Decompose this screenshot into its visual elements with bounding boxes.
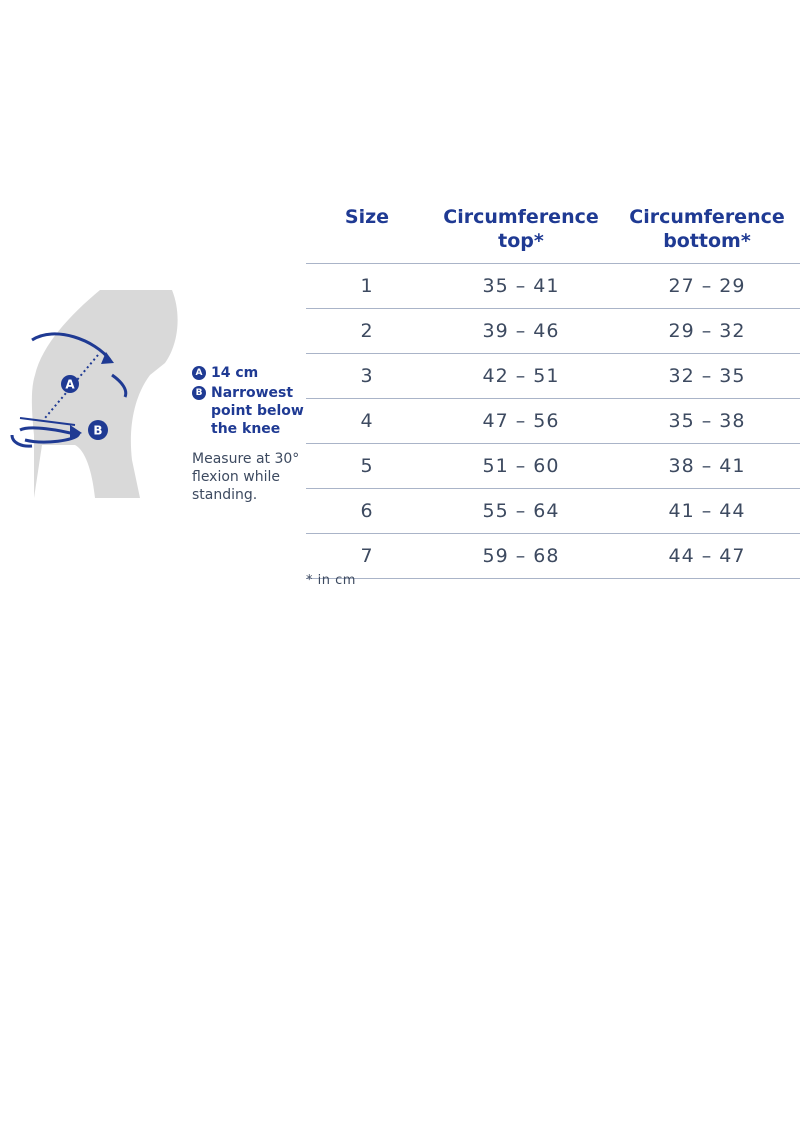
measure-note: Measure at 30° flexion while standing. (192, 451, 300, 503)
legend-item-b (192, 384, 312, 438)
header-circumference-bottom: Circumference bottom* (629, 206, 785, 252)
cell-bottom: 38 – 41 (614, 444, 800, 489)
cell-top: 51 – 60 (428, 444, 614, 489)
cell-bottom: 27 – 29 (614, 264, 800, 309)
table-row (306, 264, 800, 309)
leg-silhouette (32, 290, 178, 498)
legend-text-b: Narrowest point below the knee (211, 385, 304, 437)
legend-badge-b-icon: B (192, 386, 206, 400)
cell-bottom: 41 – 44 (614, 489, 800, 534)
cell-bottom: 29 – 32 (614, 309, 800, 354)
cell-size: 4 (306, 399, 428, 444)
legend-badge-a-icon: A (192, 366, 206, 380)
legend-item-a (192, 364, 312, 382)
measurement-legend (192, 364, 312, 504)
table-row (306, 354, 800, 399)
cell-bottom: 35 – 38 (614, 399, 800, 444)
cell-size: 5 (306, 444, 428, 489)
table-row (306, 444, 800, 489)
cell-bottom: 44 – 47 (614, 534, 800, 579)
footnote: * in cm (306, 573, 356, 588)
table-row (306, 309, 800, 354)
cell-top: 55 – 64 (428, 489, 614, 534)
badge-b-label: B (93, 423, 103, 438)
table-row (306, 489, 800, 534)
cell-size: 2 (306, 309, 428, 354)
header-circumference-top: Circumference top* (443, 206, 599, 252)
knee-measurement-illustration (0, 285, 190, 505)
legend-text-a: 14 cm (211, 365, 259, 381)
cell-size: 6 (306, 489, 428, 534)
table-row (306, 399, 800, 444)
cell-top: 42 – 51 (428, 354, 614, 399)
cell-size: 3 (306, 354, 428, 399)
table-row (306, 534, 800, 579)
cell-top: 47 – 56 (428, 399, 614, 444)
cell-top: 59 – 68 (428, 534, 614, 579)
badge-a-label: A (65, 377, 75, 392)
cell-bottom: 32 – 35 (614, 354, 800, 399)
cell-size: 7 (306, 534, 428, 579)
cell-size: 1 (306, 264, 428, 309)
table-header-row (306, 205, 800, 264)
cell-top: 39 – 46 (428, 309, 614, 354)
size-chart-table (306, 205, 800, 579)
header-size: Size (344, 206, 390, 228)
cell-top: 35 – 41 (428, 264, 614, 309)
